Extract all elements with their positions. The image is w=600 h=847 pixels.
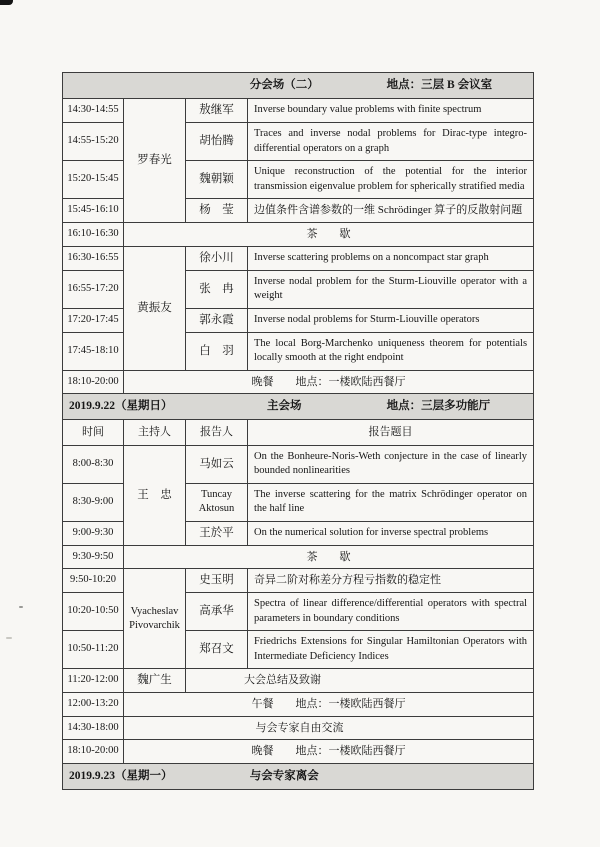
time-cell: 18:10-20:00 xyxy=(63,740,124,764)
time-cell: 15:20-15:45 xyxy=(63,161,124,199)
time-cell: 17:45-18:10 xyxy=(63,332,124,370)
column-header-row xyxy=(63,420,534,446)
column-header-chair: 主持人 xyxy=(124,420,186,446)
time-cell: 16:10-16:30 xyxy=(63,223,124,247)
title-cell: Inverse scattering problems on a noncompact star graph xyxy=(248,246,534,270)
title-cell: The inverse scattering for the matrix Schrödinger operator on the half line xyxy=(248,483,534,521)
meal-row xyxy=(63,693,534,717)
meal-row xyxy=(63,740,534,764)
section-header-session-b xyxy=(63,73,534,99)
time-cell: 8:30-9:00 xyxy=(63,483,124,521)
header-date: 2019.9.23（星期一） xyxy=(69,769,173,782)
title-cell: 奇异二阶对称差分方程亏指数的稳定性 xyxy=(248,569,534,593)
header-session: 主会场 xyxy=(267,400,302,412)
header-session: 分会场（二） xyxy=(249,79,319,91)
title-cell: Inverse boundary value problems with finite spectrum xyxy=(248,99,534,123)
time-cell: 9:00-9:30 xyxy=(63,521,124,545)
header-location: 地点：三层 B 会议室 xyxy=(386,79,493,91)
header-session: 与会专家离会 xyxy=(249,769,319,782)
speaker-cell: 史玉明 xyxy=(186,569,248,593)
speaker-cell: 魏朝颖 xyxy=(186,161,248,199)
meal-row xyxy=(63,370,534,394)
title-cell: Inverse nodal problems for Sturm-Liouville operators xyxy=(248,308,534,332)
time-cell: 15:45-16:10 xyxy=(63,199,124,223)
speaker-cell: 敖继军 xyxy=(186,99,248,123)
speaker-cell: 杨 莹 xyxy=(186,199,248,223)
scan-artifact xyxy=(6,637,12,639)
chair-cell: 王 忠 xyxy=(124,445,186,545)
time-cell: 17:20-17:45 xyxy=(63,308,124,332)
time-cell: 18:10-20:00 xyxy=(63,370,124,394)
closing-label: 大会总结及致谢 xyxy=(186,669,534,693)
title-cell: 边值条件含谱参数的一维 Schrödinger 算子的反散射问题 xyxy=(248,199,534,223)
speaker-cell: 马如云 xyxy=(186,445,248,483)
chair-cell: Vyacheslav Pivovarchik xyxy=(124,569,186,669)
tea-break-row xyxy=(63,223,534,247)
speaker-cell: 郭永霞 xyxy=(186,308,248,332)
time-cell: 12:00-13:20 xyxy=(63,693,124,717)
chair-cell: 魏广生 xyxy=(124,669,186,693)
meal-label: 晚餐 地点：一楼欧陆西餐厅 xyxy=(124,740,534,764)
speaker-cell: Tuncay Aktosun xyxy=(186,483,248,521)
scan-artifact xyxy=(0,0,13,5)
speaker-cell: 白 羽 xyxy=(186,332,248,370)
talk-row xyxy=(63,445,534,483)
time-cell: 8:00-8:30 xyxy=(63,445,124,483)
meal-label: 午餐 地点：一楼欧陆西餐厅 xyxy=(124,693,534,717)
title-cell: Spectra of linear difference/differential operators with spectral parameters in boundary conditions xyxy=(248,593,534,631)
speaker-cell: 郑召文 xyxy=(186,631,248,669)
section-header-cell xyxy=(63,763,534,789)
speaker-cell: 张 冉 xyxy=(186,270,248,308)
tea-break-row xyxy=(63,545,534,569)
column-header-time: 时间 xyxy=(63,420,124,446)
time-cell: 9:30-9:50 xyxy=(63,545,124,569)
chair-cell: 黄振友 xyxy=(124,246,186,370)
header-date: 2019.9.22（星期日） xyxy=(69,400,173,412)
time-cell: 10:20-10:50 xyxy=(63,593,124,631)
closing-row xyxy=(63,669,534,693)
section-header-cell xyxy=(63,394,534,420)
time-cell: 9:50-10:20 xyxy=(63,569,124,593)
title-cell: Friedrichs Extensions for Singular Hamiltonian Operators with Intermediate Deficiency Indices xyxy=(248,631,534,669)
speaker-cell: 高承华 xyxy=(186,593,248,631)
header-location: 地点：三层多功能厅 xyxy=(386,400,491,412)
title-cell: The local Borg-Marchenko uniqueness theorem for potentials locally smooth at the right endpoint xyxy=(248,332,534,370)
speaker-cell: 王於平 xyxy=(186,521,248,545)
time-cell: 10:50-11:20 xyxy=(63,631,124,669)
time-cell: 16:55-17:20 xyxy=(63,270,124,308)
schedule-table xyxy=(62,72,534,790)
scan-artifact xyxy=(19,606,23,608)
tea-break-label: 茶 歇 xyxy=(124,223,534,247)
speaker-cell: 徐小川 xyxy=(186,246,248,270)
talk-row xyxy=(63,99,534,123)
title-cell: Inverse nodal problem for the Sturm-Liouville operator with a weight xyxy=(248,270,534,308)
speaker-cell: 胡怡腾 xyxy=(186,123,248,161)
time-cell: 11:20-12:00 xyxy=(63,669,124,693)
title-cell: Traces and inverse nodal problems for Dirac-type integro-differential operators on a graph xyxy=(248,123,534,161)
column-header-speaker: 报告人 xyxy=(186,420,248,446)
column-header-title: 报告题目 xyxy=(248,420,534,446)
time-cell: 14:30-18:00 xyxy=(63,716,124,740)
section-header-922 xyxy=(63,394,534,420)
time-cell: 16:30-16:55 xyxy=(63,246,124,270)
chair-cell: 罗春光 xyxy=(124,99,186,223)
time-cell: 14:30-14:55 xyxy=(63,99,124,123)
free-discussion-label: 与会专家自由交流 xyxy=(124,716,534,740)
title-cell: Unique reconstruction of the potential for the interior transmission eigenvalue problem for spherically stratified media xyxy=(248,161,534,199)
time-cell: 14:55-15:20 xyxy=(63,123,124,161)
tea-break-label: 茶 歇 xyxy=(124,545,534,569)
title-cell: On the Bonheure-Noris-Weth conjecture in the case of linearly bounded nonlinearities xyxy=(248,445,534,483)
meal-label: 晚餐 地点：一楼欧陆西餐厅 xyxy=(124,370,534,394)
section-header-923 xyxy=(63,763,534,789)
talk-row xyxy=(63,246,534,270)
section-header-cell xyxy=(63,73,534,99)
free-discussion-row xyxy=(63,716,534,740)
talk-row xyxy=(63,569,534,593)
title-cell: On the numerical solution for inverse spectral problems xyxy=(248,521,534,545)
